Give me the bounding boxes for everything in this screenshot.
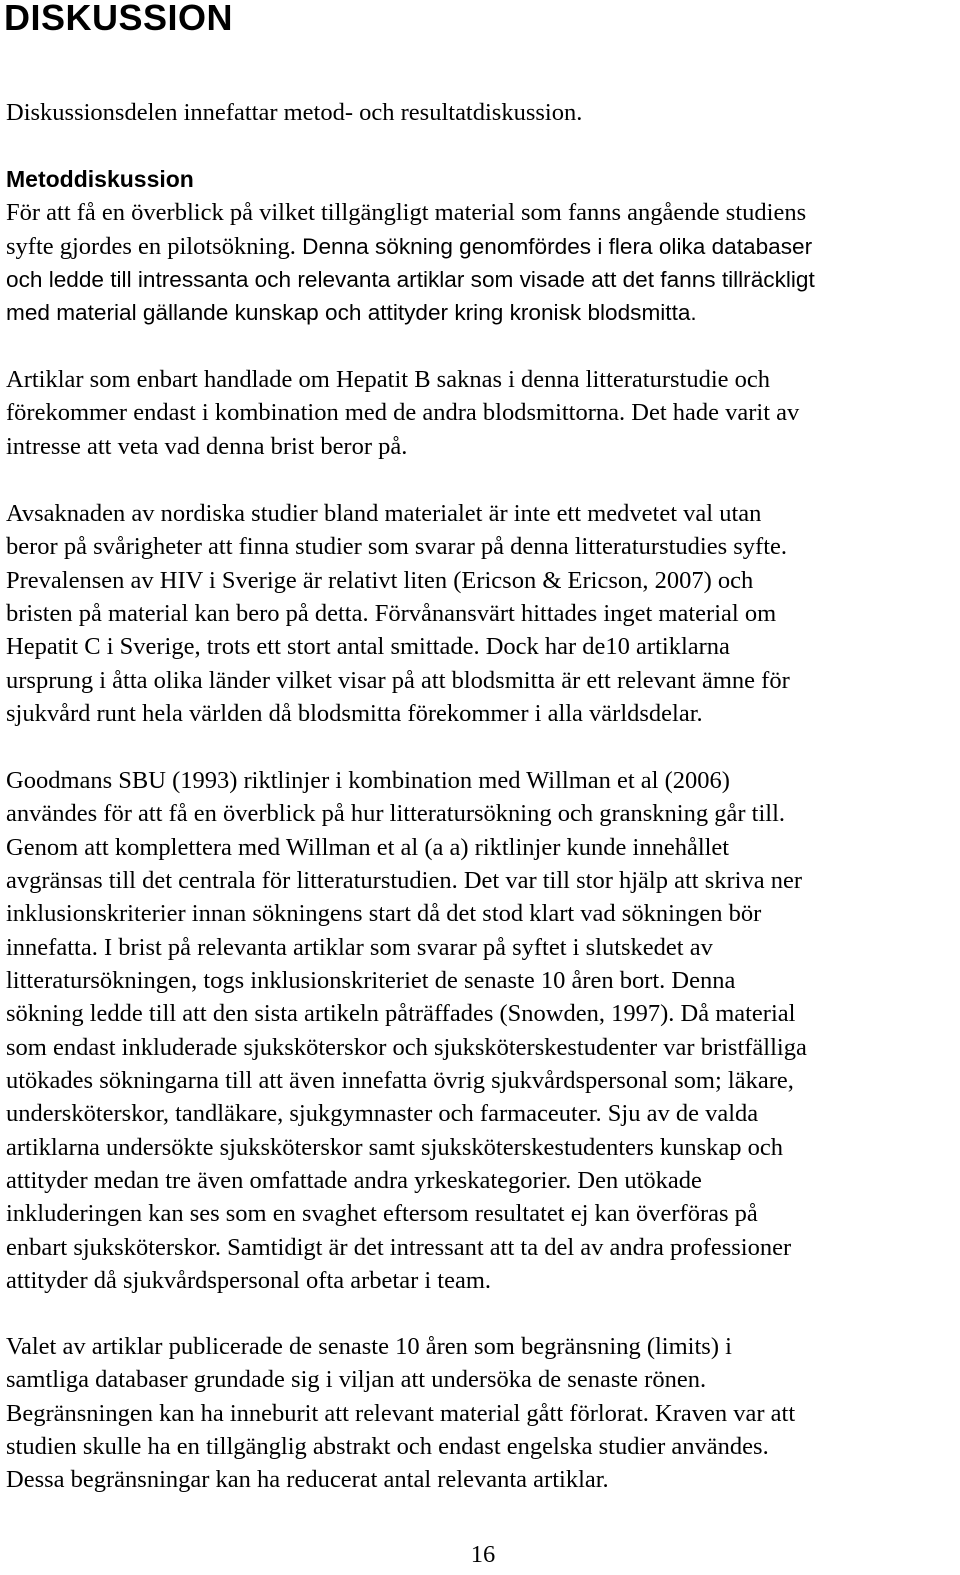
- body-paragraph: [6, 1330, 795, 1497]
- page-number: 16: [470, 1541, 496, 1568]
- text-segment: syfte gjordes en pilotsökning.: [6, 232, 296, 260]
- method-section: [6, 163, 815, 330]
- text-line: Genom att komplettera med Willman et al (a a) riktlinjer kunde innehållet: [6, 833, 730, 861]
- text-line: som endast inkluderade sjuksköterskor och sjuksköterskestudenter var bristfälliga: [6, 1033, 807, 1061]
- text-line: Diskussionsdelen innefattar metod- och resultatdiskussion.: [6, 99, 583, 126]
- text-line: avgränsas till det centrala för litteraturstudien. Det var till stor hjälp att skriva ner: [6, 867, 802, 895]
- text-line: Begränsningen kan ha inneburit att relevant material gått förlorat. Kraven var att: [6, 1399, 796, 1427]
- text-line: samtliga databaser grundade sig i viljan att undersöka de senaste rönen.: [6, 1366, 707, 1394]
- text-line: med material gällande kunskap och attityder kring kronisk blodsmitta.: [6, 300, 697, 326]
- text-line: Hepatit C i Sverige, trots ett stort antal smittade. Dock har de10 artiklarna: [6, 633, 730, 661]
- text-segment: Denna sökning genomfördes i flera olika databaser: [295, 233, 813, 259]
- text-line: inkluderingen kan ses som en svaghet eftersom resultatet ej kan överföras på: [6, 1200, 758, 1228]
- text-line: Prevalensen av HIV i Sverige är relativt liten (Ericson & Ericson, 2007) och: [6, 566, 754, 594]
- text-line: Dessa begränsningar kan ha reducerat antal relevanta artiklar.: [6, 1466, 609, 1494]
- text-line: intresse att veta vad denna brist beror på.: [6, 432, 408, 460]
- text-line: Avsaknaden av nordiska studier bland materialet är inte ett medvetet val utan: [6, 500, 762, 527]
- body-paragraph: [6, 497, 790, 730]
- section-heading: Metoddiskussion: [6, 166, 194, 192]
- text-line: utökades sökningarna till att även innefatta övrig sjukvårdspersonal som; läkare,: [6, 1067, 794, 1095]
- text-line: [6, 230, 815, 263]
- text-line: och ledde till intressanta och relevanta artiklar som visade att det fanns tillräckligt: [6, 267, 815, 293]
- text-line: För att få en överblick på vilket tillgängligt material som fanns angående studiens: [6, 199, 807, 227]
- text-line: innefatta. I brist på relevanta artiklar som svarar på syftet i slutskedet av: [6, 933, 713, 961]
- body-paragraph: [6, 764, 807, 1298]
- text-line: enbart sjuksköterskor. Samtidigt är det intressant att ta del av andra professioner: [6, 1233, 792, 1261]
- text-line: studien skulle ha en tillgänglig abstrakt och endast engelska studier användes.: [6, 1433, 769, 1461]
- text-line: sökning ledde till att den sista artikeln påträffades (Snowden, 1997). Då material: [6, 1000, 796, 1028]
- text-line: beror på svårigheter att finna studier som svarar på denna litteraturstudies syfte.: [6, 533, 788, 561]
- text-line: Valet av artiklar publicerade de senaste 10 åren som begränsning (limits) i: [6, 1333, 732, 1360]
- text-line: inklusionskriterier innan sökningens start då det stod klart vad sökningen bör: [6, 900, 762, 928]
- text-line: attityder då sjukvårdspersonal ofta arbetar i team.: [6, 1267, 492, 1295]
- text-line: bristen på material kan bero på detta. Förvånansvärt hittades inget material om: [6, 600, 777, 628]
- text-line: Artiklar som enbart handlade om Hepatit B saknas i denna litteraturstudie och: [6, 366, 771, 393]
- text-line: attityder medan tre även omfattade andra yrkeskategorier. Den utökade: [6, 1167, 702, 1195]
- page-heading: DISKUSSION: [4, 0, 234, 38]
- intro-paragraph: [6, 96, 582, 129]
- text-line: artiklarna undersökte sjuksköterskor samt sjuksköterskestudenters kunskap och: [6, 1133, 784, 1161]
- text-line: ursprung i åtta olika länder vilket visar på att blodsmitta är ett relevant ämne för: [6, 666, 790, 694]
- text-line: undersköterskor, tandläkare, sjukgymnaster och farmaceuter. Sju av de valda: [6, 1100, 759, 1128]
- text-line: Goodmans SBU (1993) riktlinjer i kombination med Willman et al (2006): [6, 767, 730, 794]
- text-line: sjukvård runt hela världen då blodsmitta förekommer i alla världsdelar.: [6, 700, 703, 728]
- text-line: förekommer endast i kombination med de andra blodsmittorna. Det hade varit av: [6, 399, 800, 427]
- text-line: användes för att få en överblick på hur litteratursökning och granskning går till.: [6, 800, 785, 828]
- text-line: litteratursökningen, togs inklusionskriteriet de senaste 10 åren bort. Denna: [6, 967, 736, 995]
- body-paragraph: [6, 363, 799, 463]
